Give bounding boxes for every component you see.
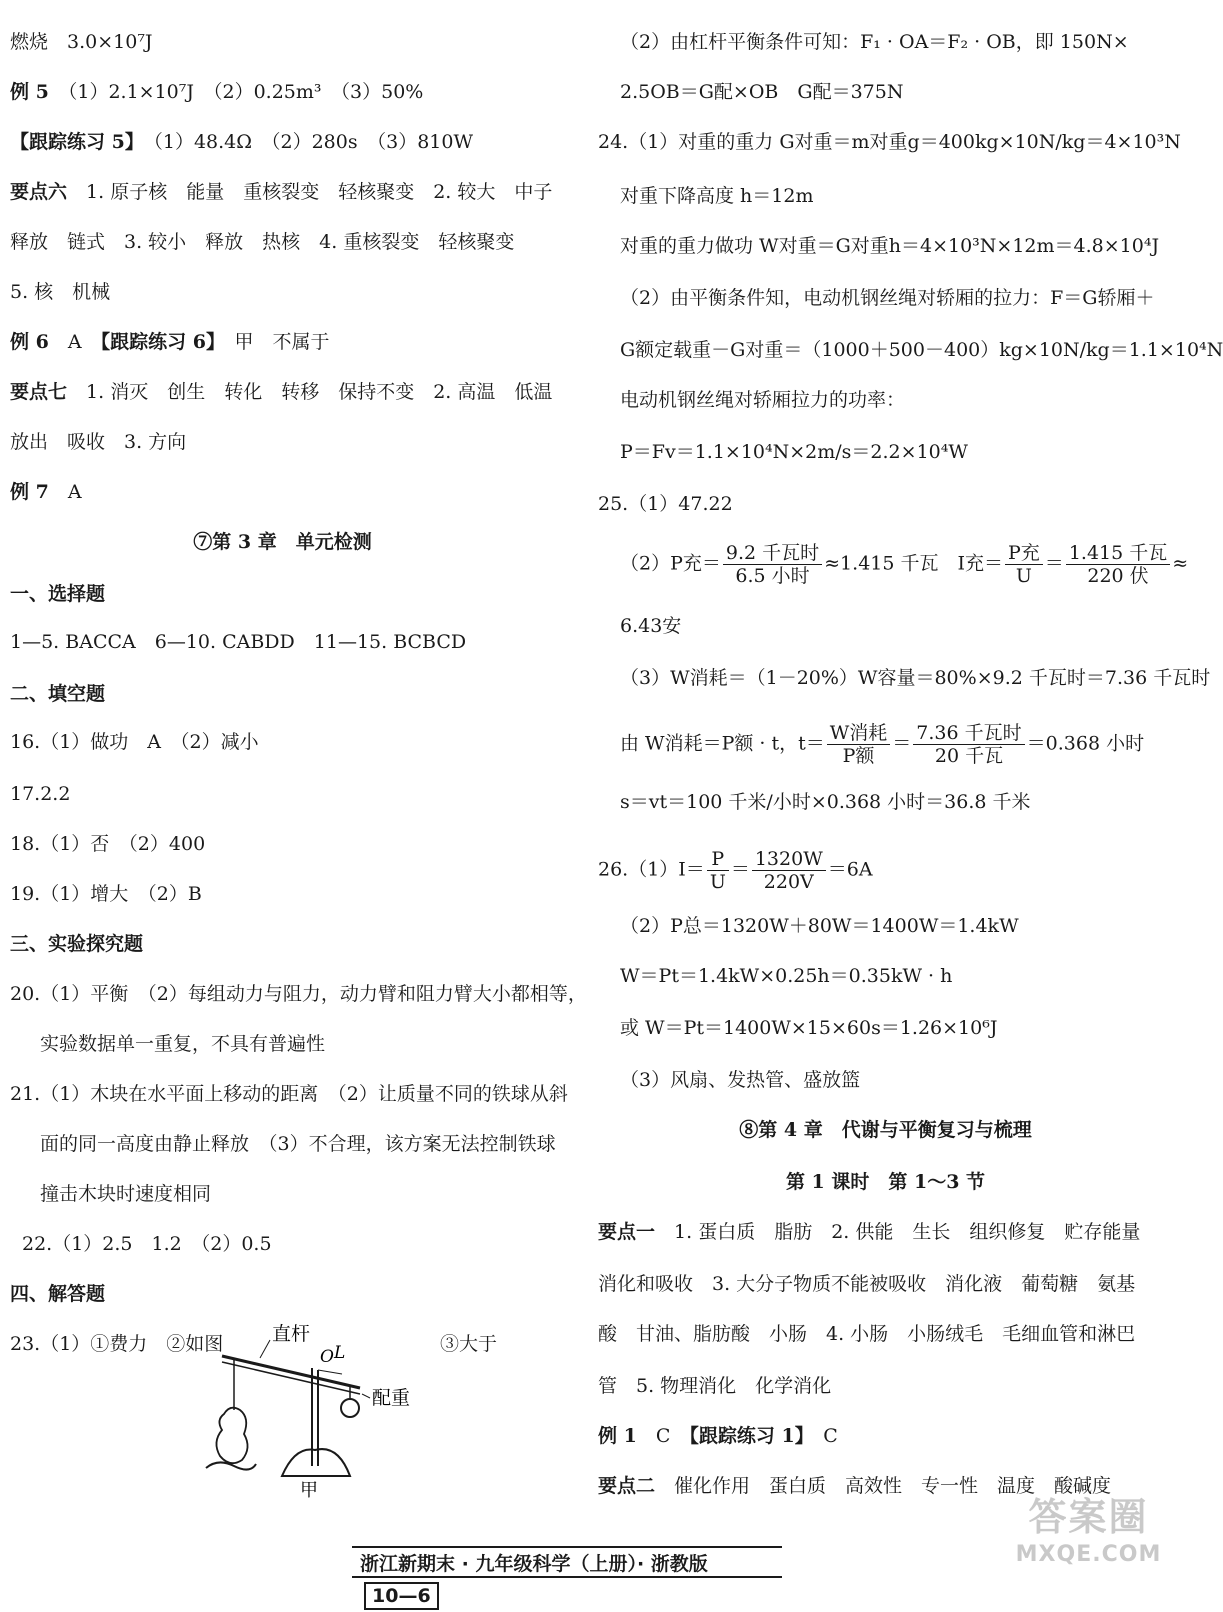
watermark-url: MXQE.COM	[1015, 1542, 1162, 1567]
text-line: 例 7 A	[10, 481, 82, 503]
counterweight-shape	[341, 1399, 359, 1417]
text-line: 要点六 1. 原子核 能量 重核裂变 轻核聚变 2. 较大 中子	[10, 181, 553, 203]
text-line: 放出 吸收 3. 方向	[10, 431, 187, 453]
text-line: 21.（1）木块在水平面上移动的距离 （2）让质量不同的铁球从斜	[10, 1083, 568, 1105]
text-line: 5. 核 机械	[10, 281, 111, 303]
text-line: 实验数据单一重复，不具有普遍性	[40, 1033, 326, 1055]
text-line: 1—5. BACCA 6—10. CABDD 11—15. BCBCD	[10, 631, 467, 653]
arm-line	[318, 1370, 342, 1374]
text-line: 6.43安	[620, 615, 682, 637]
arm-label: L	[334, 1343, 346, 1363]
text-line: 管 5. 物理消化 化学消化	[598, 1375, 832, 1397]
lesson-heading: 第 1 课时 第 1～3 节	[785, 1171, 986, 1193]
text-line: 24.（1）对重的重力 G对重＝m对重g＝400kg×10N/kg＝4×10³N	[598, 131, 1181, 153]
text-line: （3）风扇、发热管、盛放篮	[620, 1069, 861, 1091]
text-line: 例 5 （1）2.1×10⁷J （2）0.25m³ （3）50%	[10, 81, 424, 103]
section-heading: 一、选择题	[10, 583, 106, 605]
text-line: 消化和吸收 3. 大分子物质不能被吸收 消化液 葡萄糖 氨基	[598, 1273, 1136, 1295]
rod-line	[222, 1362, 360, 1394]
page-number: 10—6	[364, 1582, 439, 1610]
text-line: 对重的重力做功 W对重＝G对重h＝4×10³N×12m＝4.8×10⁴J	[620, 235, 1160, 257]
bucket-shape	[216, 1408, 247, 1463]
text-line: 17.2.2	[10, 783, 71, 805]
text-line: 要点二 催化作用 蛋白质 高效性 专一性 温度 酸碱度	[598, 1475, 1112, 1497]
text-line: 25.（1）47.22	[598, 493, 733, 515]
footer-title: 浙江新期末 · 九年级科学（上册）· 浙教版	[360, 1553, 708, 1575]
watermark-logo: 答案圈	[1028, 1495, 1149, 1539]
page-footer	[352, 1546, 782, 1607]
watermark	[1001, 1492, 1176, 1582]
text-line: 18.（1）否 （2）400	[10, 833, 206, 855]
text-line: 2.5OB＝G配×OB G配＝375N	[620, 81, 904, 103]
text-line: W＝Pt＝1.4kW×0.25h＝0.35kW · h	[620, 965, 953, 987]
text-line: 酸 甘油、脂肪酸 小肠 4. 小肠 小肠绒毛 毛细血管和淋巴	[598, 1323, 1136, 1345]
text-line: （2）P总＝1320W＋80W＝1400W＝1.4kW	[620, 915, 1019, 937]
label-leader-line	[362, 1394, 370, 1398]
fraction: $\frac{\text{W消耗}}{\text{P额}}$	[827, 722, 891, 767]
fraction: $\frac{1320W}{220V}$	[752, 848, 826, 893]
fraction: $\frac{\text{7.36 千瓦时}}{\text{20 千瓦}}$	[913, 722, 1024, 767]
label-leader-line	[260, 1340, 270, 1358]
section-heading: 二、填空题	[10, 683, 106, 705]
text-line: 释放 链式 3. 较小 释放 热核 4. 重核裂变 轻核聚变	[10, 231, 515, 253]
text-line: s＝vt＝100 千米/小时×0.368 小时＝36.8 千米	[620, 791, 1031, 813]
text-line: 要点七 1. 消灭 创生 转化 转移 保持不变 2. 高温 低温	[10, 381, 553, 403]
weight-label: 配重	[372, 1387, 411, 1409]
text-line: ③大于	[440, 1333, 498, 1355]
text-line: 对重下降高度 h＝12m	[620, 185, 814, 207]
formula-line: 26.（1）I＝ $\frac{P}{U}$ ＝ $\frac{1320W}{220V}$ ＝6A	[598, 848, 873, 893]
text-line: 撞击木块时速度相同	[40, 1183, 212, 1205]
text-line: 16.（1）做功 A （2）减小	[10, 731, 259, 753]
text-line: 面的同一高度由静止释放 （3）不合理，该方案无法控制铁球	[40, 1133, 556, 1155]
text-line: 22.（1）2.5 1.2 （2）0.5	[22, 1233, 272, 1255]
section-heading: 三、实验探究题	[10, 933, 144, 955]
text-line: G额定载重－G对重＝（1000＋500－400）kg×10N/kg＝1.1×10⁴N	[620, 339, 1223, 361]
lever-figure	[200, 1318, 440, 1501]
text-line: 20.（1）平衡 （2）每组动力与阻力，动力臂和阻力臂大小都相等，	[10, 983, 587, 1005]
text-line: 燃烧 3.0×10⁷J	[10, 31, 153, 53]
section-heading: 四、解答题	[10, 1283, 106, 1305]
formula-line: 由 W消耗＝P额 · t，t＝ $\frac{\text{W消耗}}{\text{P额}}$ ＝ $\frac{\text{7.36 千瓦时}}{\text{20 千瓦}}$ ＝0.368 小时	[620, 722, 1145, 767]
fraction: $\frac{\text{P充}}{U}$	[1005, 542, 1043, 587]
text-line: （2）由平衡条件知，电动机钢丝绳对轿厢的拉力：F＝G轿厢＋	[620, 287, 1155, 309]
text-line: 电动机钢丝绳对轿厢拉力的功率：	[620, 389, 906, 411]
pivot-label: O	[320, 1347, 334, 1367]
formula-line: （2）P充＝ $\frac{\text{9.2 千瓦时}}{\text{6.5 小时}}$ ≈1.415 千瓦 I充＝ $\frac{\text{P充}}{U}$ ＝ $\frac{\text{1.415 千瓦}}{\text{220 伏}}$ ≈	[620, 542, 1189, 587]
text-line: 或 W＝Pt＝1400W×15×60s＝1.26×10⁶J	[620, 1017, 998, 1039]
text-line: 例 1 C 【跟踪练习 1】 C	[598, 1425, 838, 1447]
fraction: $\frac{\text{1.415 千瓦}}{\text{220 伏}}$	[1066, 542, 1170, 587]
text-line: （3）W消耗＝（1－20%）W容量＝80%×9.2 千瓦时＝7.36 千瓦时	[620, 667, 1211, 689]
text-line: 23.（1）①费力 ②如图	[10, 1333, 224, 1355]
text-line: 19.（1）增大 （2）B	[10, 883, 202, 905]
chapter-heading: ⑧第 4 章 代谢与平衡复习与梳理	[739, 1119, 1032, 1141]
mound-shape	[282, 1449, 350, 1476]
rod-label: 直杆	[272, 1323, 311, 1345]
text-line: （2）由杠杆平衡条件可知：F₁ · OA＝F₂ · OB，即 150N×	[620, 31, 1129, 53]
fraction: $\frac{\text{9.2 千瓦时}}{\text{6.5 小时}}$	[723, 542, 822, 587]
text-line: 例 6 A 【跟踪练习 6】 甲 不属于	[10, 331, 330, 353]
chapter-heading: ⑦第 3 章 单元检测	[193, 531, 372, 553]
text-line: P＝Fv＝1.1×10⁴N×2m/s＝2.2×10⁴W	[620, 441, 968, 463]
figure-caption: 甲	[300, 1480, 318, 1501]
fraction: $\frac{P}{U}$	[707, 848, 729, 893]
text-line: 【跟踪练习 5】 （1）48.4Ω （2）280s （3）810W	[10, 131, 473, 153]
text-line: 要点一 1. 蛋白质 脂肪 2. 供能 生长 组织修复 贮存能量	[598, 1221, 1141, 1243]
